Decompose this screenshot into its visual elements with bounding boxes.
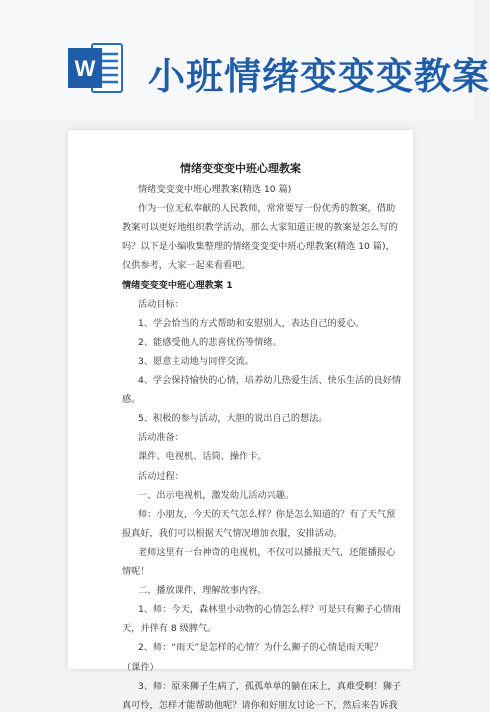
body-line: 作为一位无私奉献的人民教师，常常要写一份优秀的教案，借助 <box>138 203 396 215</box>
body-line: 活动目标： <box>138 298 184 310</box>
body-line: 活动准备： <box>138 432 184 444</box>
body-line: 一、出示电视机，激发幼儿活动兴趣。 <box>138 489 295 501</box>
body-line: （课件） <box>122 661 159 673</box>
body-line: 2、能感受他人的悲喜忧伤等情绪。 <box>138 336 282 348</box>
body-line: 4、学会保持愉快的心情，培养幼儿热爱生活、快乐生活的良好情 <box>138 375 402 386</box>
body-line: 5、积极的参与活动，大胆的说出自己的想法。 <box>138 413 328 425</box>
body-line: 二、播放课件，理解故事内容。 <box>138 585 267 597</box>
body-line: 活动过程： <box>138 470 184 482</box>
body-line: 教案可以更好地组织教学活动，那么大家知道正规的教案是怎么写的 <box>122 222 398 234</box>
body-line: 3、愿意主动地与同伴交流。 <box>138 355 255 367</box>
word-doc-icon <box>66 38 126 98</box>
body-line: 情呢！ <box>122 566 150 577</box>
word-logo-letter: W <box>74 56 96 81</box>
body-line: 吗？以下是小编收集整理的情绪变变变中班心理教案(精选 10 篇)， <box>122 241 395 253</box>
body-line: 真可怜，怎样才能帮助他呢？请你和好朋友讨论一下，然后来告诉我 <box>122 699 398 711</box>
body-line: 天，并伴有 8 级脾气。 <box>122 623 217 635</box>
body-line: 1、师：今天，森林里小动物的心情怎么样？可是只有狮子心情雨 <box>138 604 402 616</box>
document-title: 情绪变变变中班心理教案 <box>180 162 301 175</box>
body-line: 感。 <box>122 394 141 406</box>
body-line: 课件、电视机、话筒、操作卡。 <box>138 451 267 463</box>
body-line: 师：小朋友，今天的天气怎么样？你是怎么知道的？有了天气预 <box>138 508 396 520</box>
body-line: 2、师：“雨天”是怎样的心情？为什么狮子的心情是雨天呢？ <box>138 642 384 654</box>
body-line: 老师这里有一台神奇的电视机，不仅可以播报天气，还能播报心 <box>138 546 396 558</box>
section-heading: 情绪变变变中班心理教案 1 <box>122 279 233 291</box>
banner-title: 小班情绪变变变教案 <box>148 55 490 98</box>
body-line: 1、学会恰当的方式帮助和安慰别人，表达自己的爱心。 <box>138 317 365 329</box>
body-line: 情绪变变变中班心理教案(精选 10 篇) <box>138 184 292 195</box>
body-line: 报真好，我们可以根据天气情况增加衣服，安排活动。 <box>122 527 343 539</box>
banner <box>0 0 490 120</box>
document-page <box>68 130 413 711</box>
body-line: 仅供参考，大家一起来看看吧。 <box>122 260 251 272</box>
body-line: 3、师：原来狮子生病了，孤孤单单的躺在床上，真难受啊！狮子 <box>138 680 402 692</box>
